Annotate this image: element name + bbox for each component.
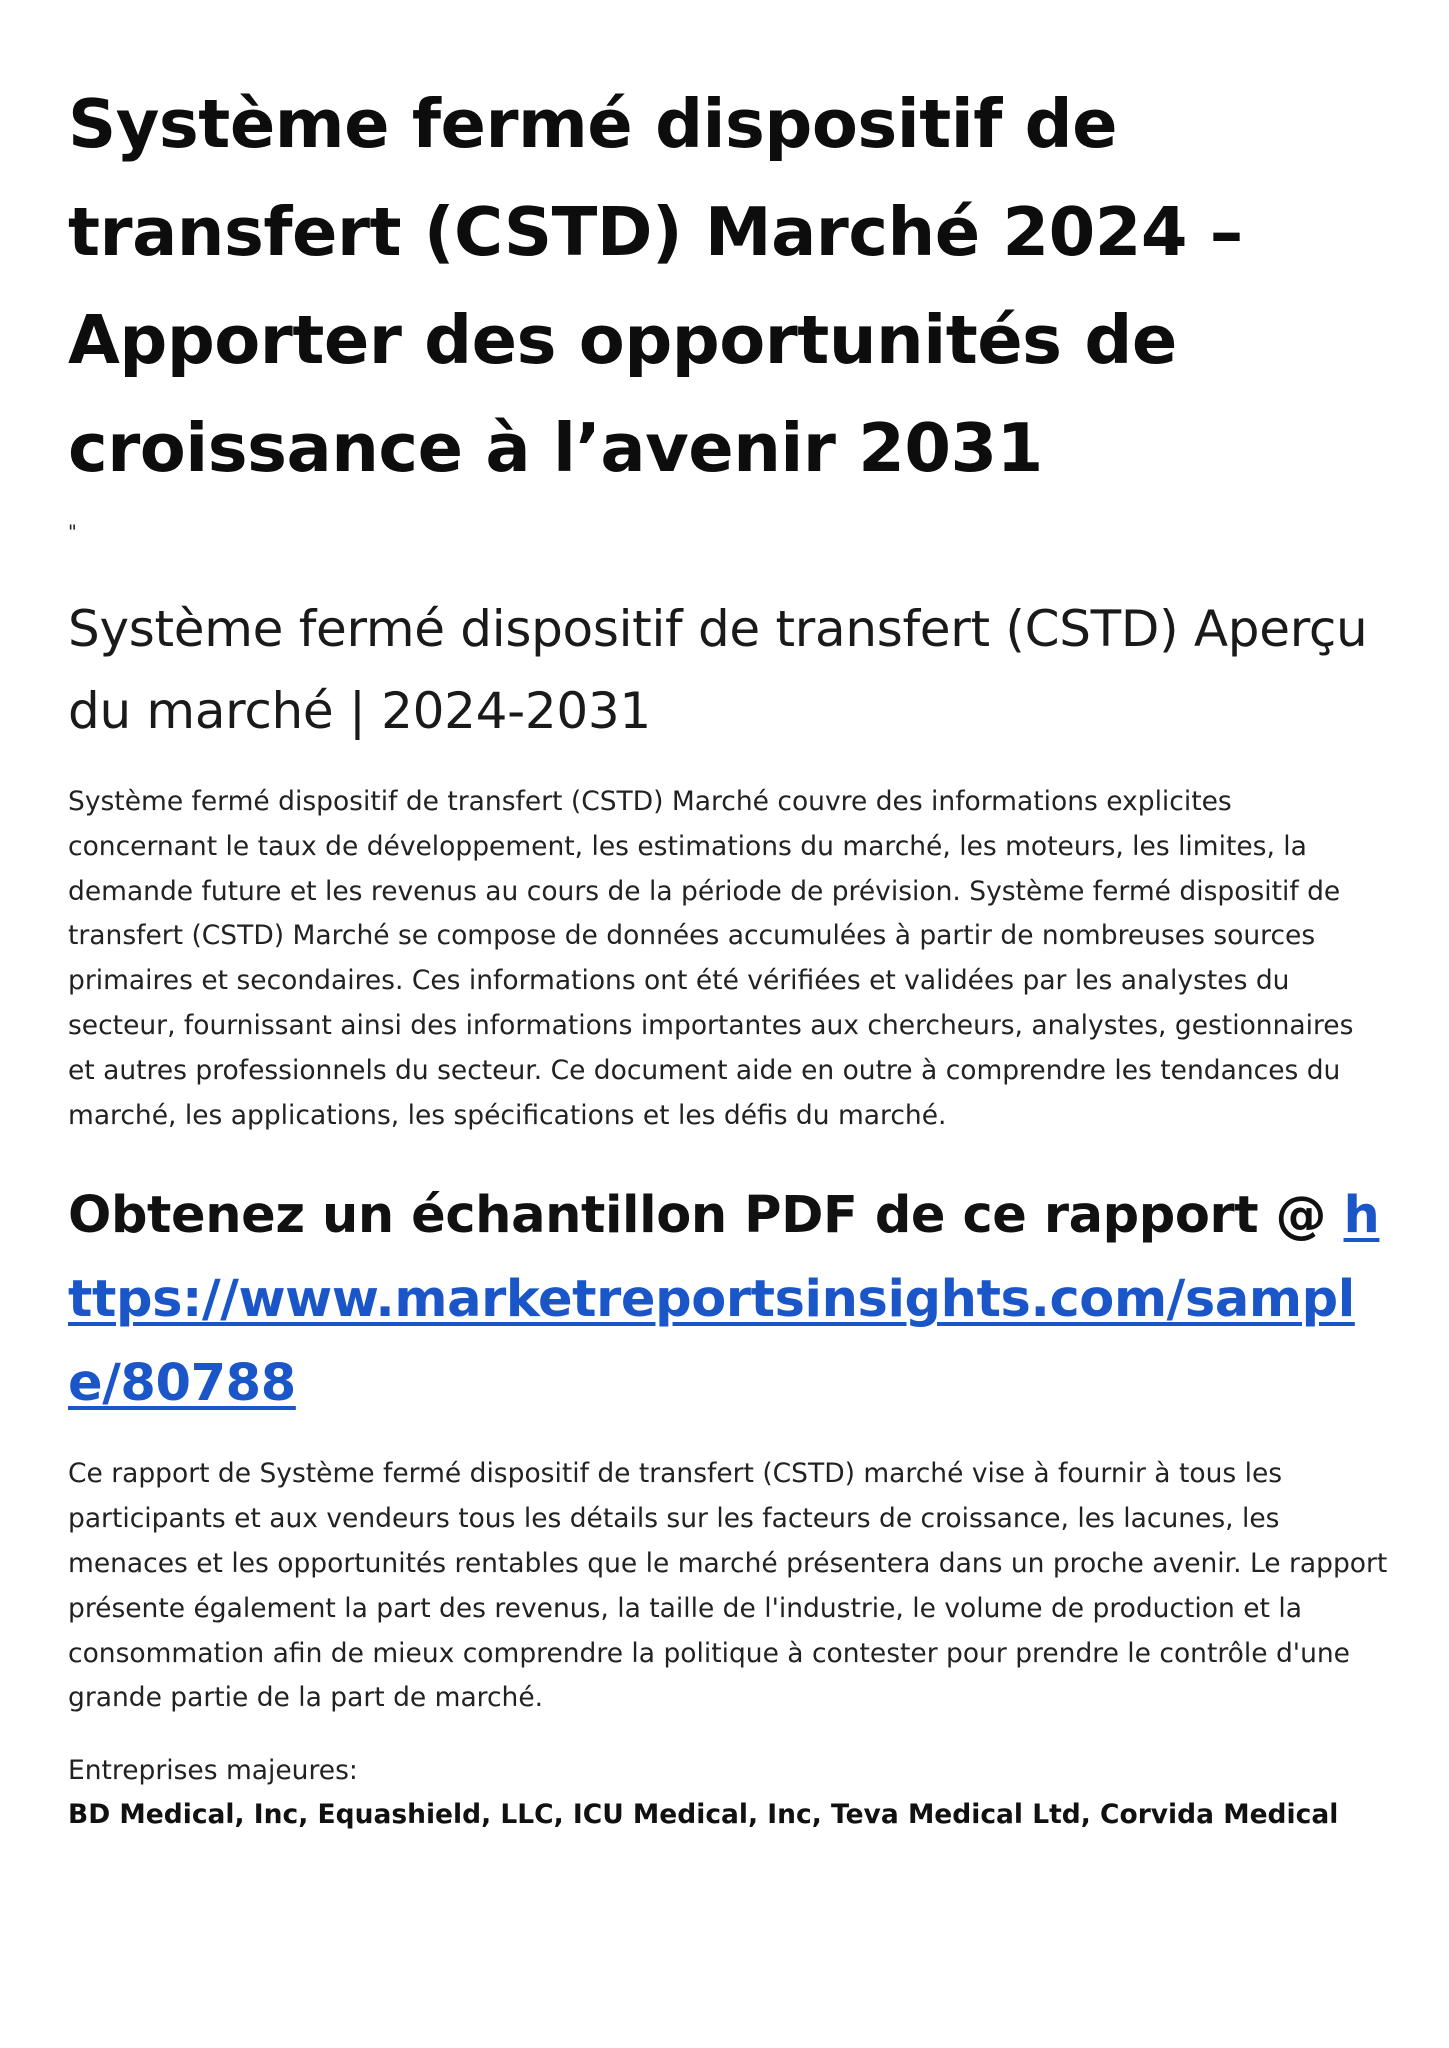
intro-paragraph: Système fermé dispositif de transfert (CSTD) Marché couvre des informations explicites concernant le taux de développement, les estimations du marché, les moteurs, les limites, la demande future et les revenus au cours de la période de prévision. Système fermé dispositif de transfert (CSTD) Marché se compose de données accumulées à partir de nombreuses sources primaires et secondaires. Ces informations ont été vérifiées et validées par les analystes du secteur, fournissant ainsi des informations importantes aux chercheurs, analystes, gestionnaires et autres professionnels du secteur. Ce document aide en outre à comprendre les tendances du marché, les applications, les spécifications et les défis du marché.: [68, 786, 1354, 1131]
stray-quote-mark: ": [68, 521, 77, 543]
report-description-paragraph: Ce rapport de Système fermé dispositif de transfert (CSTD) marché vise à fournir à tous les participants et aux vendeurs tous les détails sur les facteurs de croissance, les lacunes, les menaces et les opportunités rentables que le marché présentera dans un proche avenir. Le rapport présente également la part des revenus, la taille de l'industrie, le volume de production et la consommation afin de mieux comprendre la politique à contester pour prendre le contrôle d'une grande partie de la part de marché.: [68, 1458, 1388, 1714]
sample-request-heading: [68, 1174, 1388, 1426]
document-page: [68, 70, 1388, 1837]
sample-request-text: Obtenez un échantillon PDF de ce rapport @: [68, 1186, 1344, 1246]
sample-report-link[interactable]: https://www.marketreportsinsights.com/sample/80788: [68, 1186, 1380, 1414]
companies-label: Entreprises majeures:: [68, 1755, 358, 1787]
page-title: Système fermé dispositif de transfert (CSTD) Marché 2024 – Apporter des opportunités de croissance à l’avenir 2031: [68, 85, 1243, 487]
market-overview-subtitle: Système fermé dispositif de transfert (CSTD) Aperçu du marché | 2024-2031: [68, 600, 1368, 740]
companies-list: BD Medical, Inc, Equashield, LLC, ICU Medical, Inc, Teva Medical Ltd, Corvida Medical: [68, 1799, 1339, 1831]
